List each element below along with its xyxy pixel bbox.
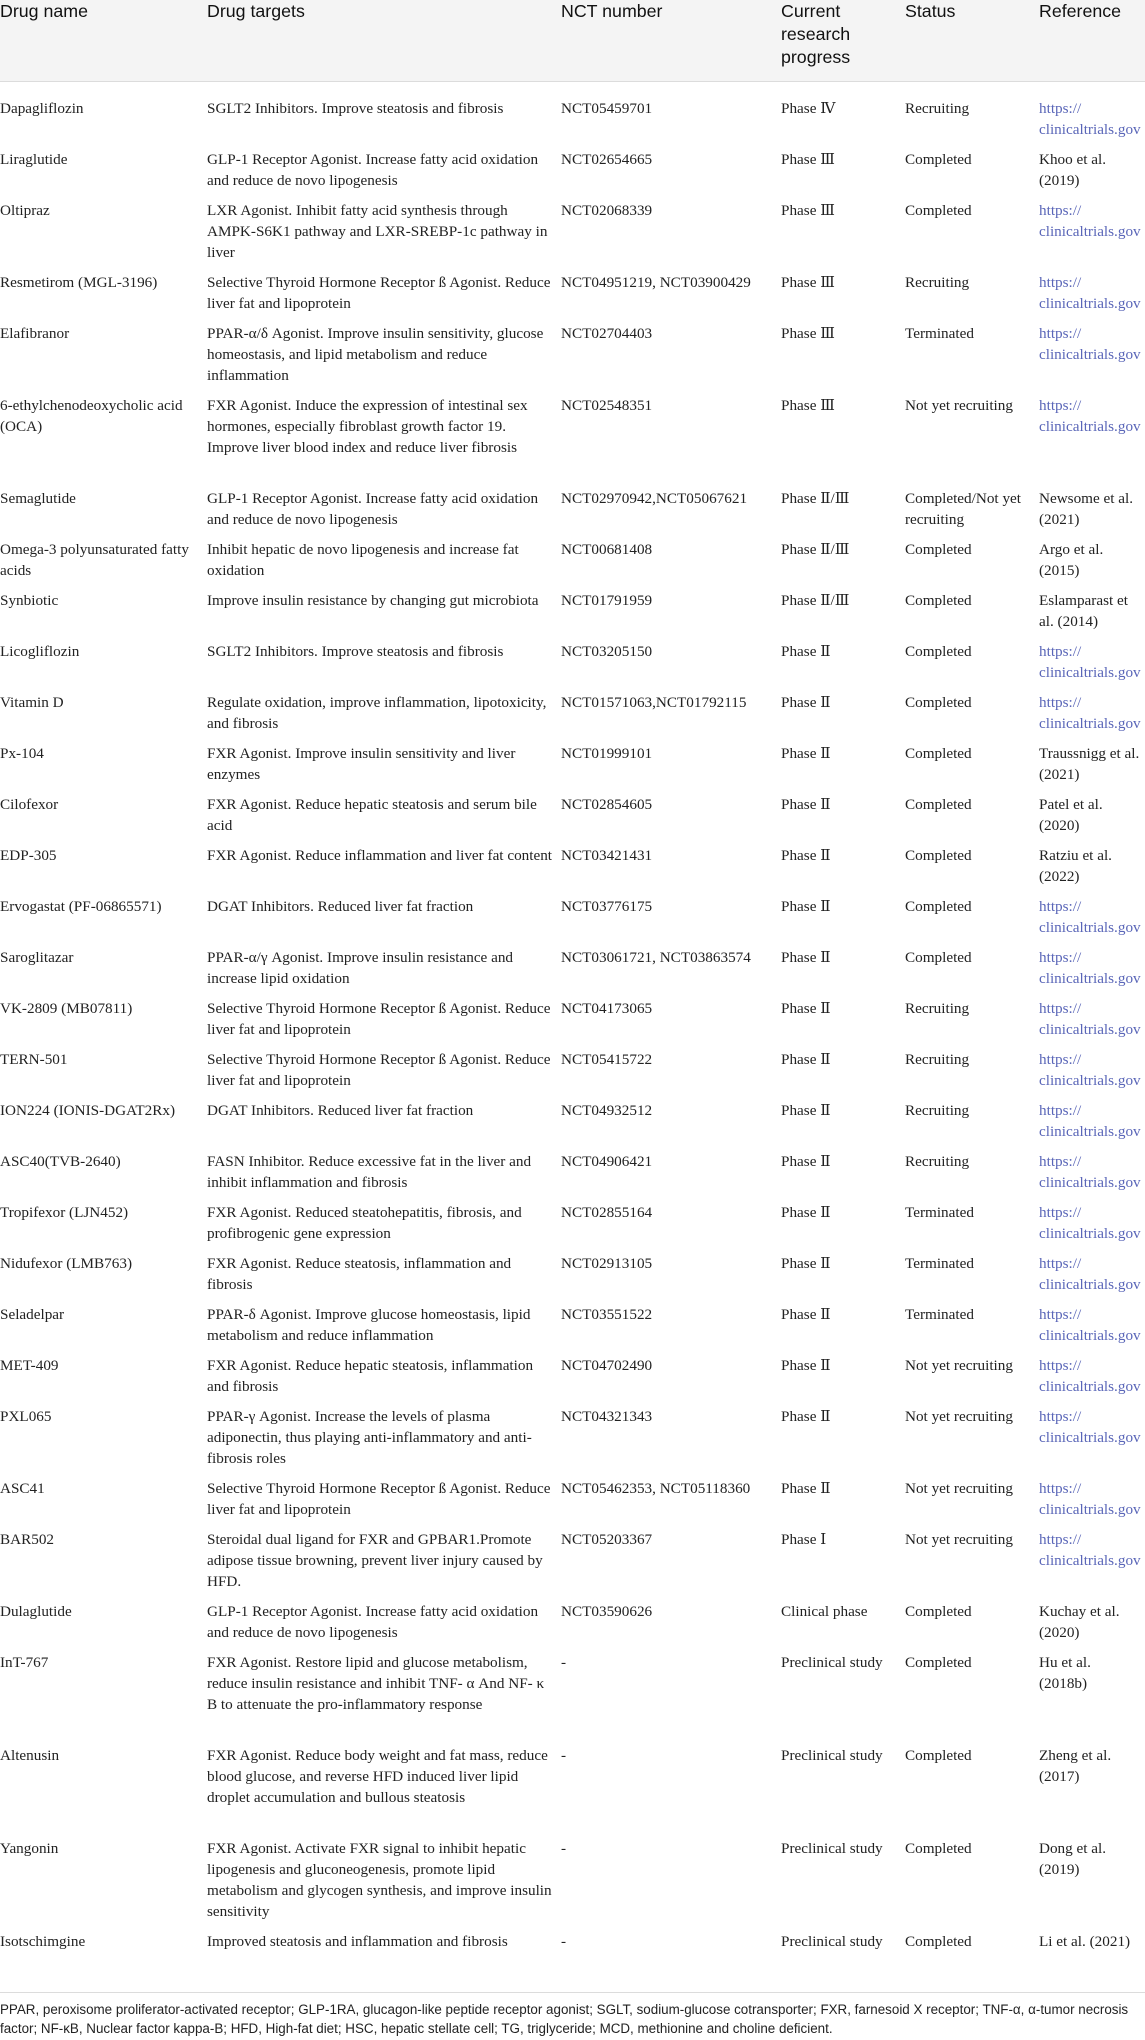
drug-name-cell: MET-409: [0, 1356, 59, 1374]
reference-cell[interactable]: https:// clinicaltrials.gov: [1039, 642, 1141, 681]
drug-name-cell: Ervogastat (PF-06865571): [0, 897, 162, 915]
nct-number-cell: NCT04321343: [561, 1407, 653, 1425]
table-row: [0, 1355, 1145, 1406]
research-progress-cell: Preclinical study: [781, 1932, 883, 1950]
table-row: [0, 1931, 1145, 1995]
nct-number-cell: NCT02704403: [561, 324, 653, 342]
reference-cell: Kuchay et al. (2020): [1039, 1602, 1120, 1641]
reference-cell[interactable]: https:// clinicaltrials.gov: [1039, 1152, 1141, 1191]
status-cell: Completed: [905, 693, 972, 711]
drug-targets-cell: DGAT Inhibitors. Reduced liver fat fraction: [207, 1101, 474, 1119]
drug-targets-cell: Selective Thyroid Hormone Receptor ß Agonist. Reduce liver fat and lipoprotein: [207, 273, 551, 312]
drug-name-cell: Resmetirom (MGL-3196): [0, 273, 158, 291]
drug-targets-cell: LXR Agonist. Inhibit fatty acid synthesis through AMPK-S6K1 pathway and LXR-SREBP-1c pathway in liver: [207, 201, 548, 261]
research-progress-cell: Phase Ⅱ: [781, 1479, 831, 1497]
drug-name-cell: ASC41: [0, 1479, 45, 1497]
status-cell: Not yet recruiting: [905, 1530, 1013, 1548]
header-nct-number: NCT number: [557, 0, 777, 82]
reference-cell[interactable]: https:// clinicaltrials.gov: [1039, 1479, 1141, 1518]
drug-targets-cell: Selective Thyroid Hormone Receptor ß Agonist. Reduce liver fat and lipoprotein: [207, 1479, 551, 1518]
table-row: [0, 1478, 1145, 1529]
reference-cell[interactable]: https:// clinicaltrials.gov: [1039, 1203, 1141, 1242]
drug-targets-cell: GLP-1 Receptor Agonist. Increase fatty acid oxidation and reduce de novo lipogenesis: [207, 1602, 539, 1641]
research-progress-cell: Phase Ⅲ: [781, 324, 835, 342]
reference-cell: Ratziu et al. (2022): [1039, 846, 1112, 885]
research-progress-cell: Phase Ⅱ: [781, 1050, 831, 1068]
drug-targets-cell: FXR Agonist. Reduce hepatic steatosis, inflammation and fibrosis: [207, 1356, 534, 1395]
status-cell: Recruiting: [905, 273, 970, 291]
drug-name-cell: ION224 (IONIS-DGAT2Rx): [0, 1101, 176, 1119]
table-footnote: PPAR, peroxisome proliferator-activated receptor; GLP-1RA, glucagon-like peptide receptor agonist; SGLT, sodium-glucose cotransporter; FXR, farnesoid X receptor; TNF-α, α-tumor necrosis factor; NF-κB, Nuclear factor kappa-B; HFD, High-fat diet; HSC, hepatic stellate cell; TG, triglyceride; MCD, methionine and choline deficient.: [0, 1992, 1145, 2038]
drug-name-cell: Saroglitazar: [0, 948, 74, 966]
drug-targets-cell: PPAR-δ Agonist. Improve glucose homeostasis, lipid metabolism and reduce inflammation: [207, 1305, 531, 1344]
drug-name-cell: Synbiotic: [0, 591, 59, 609]
drug-targets-cell: FXR Agonist. Reduce hepatic steatosis and serum bile acid: [207, 795, 537, 834]
drug-targets-cell: FASN Inhibitor. Reduce excessive fat in the liver and inhibit inflammation and fibrosis: [207, 1152, 532, 1191]
reference-cell[interactable]: https:// clinicaltrials.gov: [1039, 1101, 1141, 1140]
reference-cell: Li et al. (2021): [1039, 1932, 1131, 1950]
reference-cell[interactable]: https:// clinicaltrials.gov: [1039, 897, 1141, 936]
drug-name-cell: Elafibranor: [0, 324, 70, 342]
status-cell: Completed: [905, 948, 972, 966]
reference-cell[interactable]: https:// clinicaltrials.gov: [1039, 1356, 1141, 1395]
table-row: [0, 1529, 1145, 1601]
research-progress-cell: Phase Ⅱ: [781, 1152, 831, 1170]
drug-targets-cell: PPAR-α/δ Agonist. Improve insulin sensitivity, glucose homeostasis, and lipid metabolism and reduce inflammation: [207, 324, 544, 384]
reference-cell: Dong et al. (2019): [1039, 1839, 1107, 1878]
reference-cell[interactable]: https:// clinicaltrials.gov: [1039, 201, 1141, 240]
reference-cell: Patel et al. (2020): [1039, 795, 1103, 834]
nct-number-cell: NCT04932512: [561, 1101, 653, 1119]
reference-cell: Khoo et al. (2019): [1039, 150, 1107, 189]
table-body: [0, 82, 1145, 1995]
status-cell: Completed: [905, 642, 972, 660]
status-cell: Completed: [905, 1602, 972, 1620]
research-progress-cell: Phase Ⅲ: [781, 201, 835, 219]
drug-name-cell: ASC40(TVB-2640): [0, 1152, 121, 1170]
research-progress-cell: Phase Ⅱ/Ⅲ: [781, 591, 850, 609]
header-research-progress: Current research progress: [777, 0, 901, 82]
table-row: [0, 896, 1145, 947]
drug-name-cell: Dulaglutide: [0, 1602, 72, 1620]
reference-cell[interactable]: https:// clinicaltrials.gov: [1039, 948, 1141, 987]
research-progress-cell: Phase Ⅱ: [781, 897, 831, 915]
nct-number-cell: NCT04702490: [561, 1356, 653, 1374]
status-cell: Completed/Not yet recruiting: [905, 489, 1021, 528]
research-progress-cell: Phase Ⅱ: [781, 1101, 831, 1119]
status-cell: Completed: [905, 1839, 972, 1857]
nct-number-cell: NCT03205150: [561, 642, 653, 660]
drug-targets-cell: GLP-1 Receptor Agonist. Increase fatty acid oxidation and reduce de novo lipogenesis: [207, 489, 539, 528]
reference-cell[interactable]: https:// clinicaltrials.gov: [1039, 396, 1141, 435]
status-cell: Completed: [905, 540, 972, 558]
research-progress-cell: Phase Ⅱ: [781, 795, 831, 813]
table-row: [0, 1304, 1145, 1355]
reference-cell[interactable]: https:// clinicaltrials.gov: [1039, 1407, 1141, 1446]
table-row: [0, 1838, 1145, 1931]
research-progress-cell: Phase Ⅲ: [781, 150, 835, 168]
reference-cell[interactable]: https:// clinicaltrials.gov: [1039, 1254, 1141, 1293]
nct-number-cell: NCT05203367: [561, 1530, 653, 1548]
drug-targets-cell: FXR Agonist. Reduce inflammation and liver fat content: [207, 846, 553, 864]
drug-name-cell: VK-2809 (MB07811): [0, 999, 133, 1017]
reference-cell[interactable]: https:// clinicaltrials.gov: [1039, 1305, 1141, 1344]
status-cell: Recruiting: [905, 999, 970, 1017]
table-row: [0, 998, 1145, 1049]
drug-name-cell: 6-ethylchenodeoxycholic acid (OCA): [0, 396, 183, 435]
nct-number-cell: NCT05459701: [561, 100, 653, 117]
table-row: [0, 1100, 1145, 1151]
table-row: [0, 272, 1145, 323]
nct-number-cell: NCT03590626: [561, 1602, 653, 1620]
table-row: [0, 1406, 1145, 1478]
status-cell: Completed: [905, 201, 972, 219]
status-cell: Terminated: [905, 1203, 974, 1221]
reference-cell[interactable]: https:// clinicaltrials.gov: [1039, 693, 1141, 732]
table-header: [0, 0, 1145, 82]
drug-name-cell: Tropifexor (LJN452): [0, 1203, 129, 1221]
table-row: [0, 1202, 1145, 1253]
table-row: [0, 539, 1145, 590]
drug-targets-cell: Improve insulin resistance by changing gut microbiota: [207, 591, 539, 609]
drug-name-cell: Licogliflozin: [0, 642, 80, 660]
nct-number-cell: NCT02913105: [561, 1254, 653, 1272]
status-cell: Completed: [905, 1653, 972, 1671]
status-cell: Not yet recruiting: [905, 396, 1013, 414]
research-progress-cell: Phase Ⅱ: [781, 693, 831, 711]
research-progress-cell: Clinical phase: [781, 1602, 868, 1620]
status-cell: Recruiting: [905, 100, 970, 117]
drug-name-cell: Semaglutide: [0, 489, 76, 507]
reference-cell: Hu et al. (2018b): [1039, 1653, 1091, 1692]
status-cell: Recruiting: [905, 1152, 970, 1170]
drug-targets-cell: FXR Agonist. Induce the expression of intestinal sex hormones, especially fibroblast growth factor 19. Improve liver blood index and reduce liver fibrosis: [207, 396, 528, 456]
table-row: [0, 590, 1145, 641]
research-progress-cell: Phase Ⅲ: [781, 396, 835, 414]
drug-name-cell: Dapagliflozin: [0, 100, 84, 117]
research-progress-cell: Preclinical study: [781, 1746, 883, 1764]
reference-cell[interactable]: https:// clinicaltrials.gov: [1039, 324, 1141, 363]
drug-name-cell: Altenusin: [0, 1746, 60, 1764]
drug-name-cell: Cilofexor: [0, 795, 59, 813]
table-row: [0, 1745, 1145, 1838]
table-row: [0, 200, 1145, 272]
nct-number-cell: NCT05462353, NCT05118360: [561, 1479, 751, 1497]
drug-targets-cell: Selective Thyroid Hormone Receptor ß Agonist. Reduce liver fat and lipoprotein: [207, 1050, 551, 1089]
nct-number-cell: -: [561, 1932, 567, 1950]
nct-number-cell: NCT03421431: [561, 846, 653, 864]
nct-number-cell: -: [561, 1746, 567, 1764]
reference-cell[interactable]: https:// clinicaltrials.gov: [1039, 1530, 1141, 1569]
research-progress-cell: Preclinical study: [781, 1839, 883, 1857]
research-progress-cell: Phase Ⅱ: [781, 1305, 831, 1323]
header-drug-targets: Drug targets: [203, 0, 557, 82]
table-row: [0, 82, 1145, 149]
drug-targets-cell: Improved steatosis and inflammation and fibrosis: [207, 1932, 508, 1950]
drug-name-cell: TERN-501: [0, 1050, 68, 1068]
nct-number-cell: NCT04951219, NCT03900429: [561, 273, 751, 291]
reference-cell[interactable]: https:// clinicaltrials.gov: [1039, 100, 1141, 138]
nct-number-cell: NCT03551522: [561, 1305, 653, 1323]
nct-number-cell: NCT01571063,NCT01792115: [561, 693, 747, 711]
drug-targets-cell: SGLT2 Inhibitors. Improve steatosis and fibrosis: [207, 100, 504, 117]
header-reference: Reference: [1035, 0, 1145, 82]
drug-targets-cell: FXR Agonist. Reduce body weight and fat mass, reduce blood glucose, and reverse HFD induced liver lipid droplet accumulation and bullous steatosis: [207, 1746, 548, 1806]
drug-name-cell: Oltipraz: [0, 201, 50, 219]
header-drug-name: Drug name: [0, 0, 203, 82]
nct-number-cell: NCT01791959: [561, 591, 653, 609]
nct-number-cell: -: [561, 1653, 567, 1671]
table-row: [0, 1049, 1145, 1100]
drug-targets-cell: Selective Thyroid Hormone Receptor ß Agonist. Reduce liver fat and lipoprotein: [207, 999, 551, 1038]
research-progress-cell: Phase Ⅳ: [781, 100, 836, 117]
reference-cell: Newsome et al. (2021): [1039, 489, 1134, 528]
research-progress-cell: Phase Ⅱ: [781, 999, 831, 1017]
research-progress-cell: Phase Ⅲ: [781, 273, 835, 291]
nct-number-cell: NCT02970942,NCT05067621: [561, 489, 748, 507]
table-row: [0, 488, 1145, 539]
header-row: [0, 0, 1145, 82]
nct-number-cell: NCT04906421: [561, 1152, 653, 1170]
drug-targets-cell: Regulate oxidation, improve inflammation, lipotoxicity, and fibrosis: [207, 693, 547, 732]
nct-number-cell: NCT03776175: [561, 897, 653, 915]
nct-number-cell: NCT02068339: [561, 201, 653, 219]
reference-cell[interactable]: https:// clinicaltrials.gov: [1039, 273, 1141, 312]
reference-cell: Eslamparast et al. (2014): [1039, 591, 1128, 630]
status-cell: Terminated: [905, 1254, 974, 1272]
nct-number-cell: NCT04173065: [561, 999, 653, 1017]
drug-targets-cell: FXR Agonist. Activate FXR signal to inhibit hepatic lipogenesis and gluconeogenesis, promote lipid metabolism and glycogen synthesis, and improve insulin sensitivity: [207, 1839, 552, 1920]
table-row: [0, 641, 1145, 692]
research-progress-cell: Phase Ⅱ: [781, 642, 831, 660]
drug-name-cell: Nidufexor (LMB763): [0, 1254, 133, 1272]
drug-name-cell: Seladelpar: [0, 1305, 65, 1323]
table-row: [0, 1652, 1145, 1745]
reference-cell[interactable]: https:// clinicaltrials.gov: [1039, 1050, 1141, 1089]
nct-number-cell: NCT02548351: [561, 396, 653, 414]
nct-number-cell: NCT02654665: [561, 150, 653, 168]
drug-targets-cell: FXR Agonist. Restore lipid and glucose metabolism, reduce insulin resistance and inhibit TNF- α And NF- κ B to attenuate the pro-inflammatory response: [207, 1653, 545, 1713]
table-row: [0, 395, 1145, 488]
nct-number-cell: NCT01999101: [561, 744, 653, 762]
drug-targets-cell: DGAT Inhibitors. Reduced liver fat fraction: [207, 897, 474, 915]
drug-targets-cell: SGLT2 Inhibitors. Improve steatosis and fibrosis: [207, 642, 504, 660]
drug-name-cell: InT-767: [0, 1653, 49, 1671]
status-cell: Not yet recruiting: [905, 1356, 1013, 1374]
status-cell: Not yet recruiting: [905, 1407, 1013, 1425]
research-progress-cell: Phase Ⅱ: [781, 846, 831, 864]
research-progress-cell: Phase Ⅱ: [781, 1203, 831, 1221]
drug-name-cell: Yangonin: [0, 1839, 59, 1857]
nct-number-cell: NCT03061721, NCT03863574: [561, 948, 751, 966]
research-progress-cell: Phase Ⅱ/Ⅲ: [781, 489, 850, 507]
reference-cell[interactable]: https:// clinicaltrials.gov: [1039, 999, 1141, 1038]
nct-number-cell: NCT05415722: [561, 1050, 653, 1068]
drug-name-cell: PXL065: [0, 1407, 52, 1425]
table-row: [0, 1601, 1145, 1652]
status-cell: Completed: [905, 1746, 972, 1764]
nct-number-cell: NCT02854605: [561, 795, 653, 813]
drug-targets-cell: FXR Agonist. Reduced steatohepatitis, fibrosis, and profibrogenic gene expression: [207, 1203, 522, 1242]
status-cell: Completed: [905, 795, 972, 813]
reference-cell: Argo et al. (2015): [1039, 540, 1104, 579]
table-row: [0, 1151, 1145, 1202]
table-row: [0, 692, 1145, 743]
drug-targets-cell: Steroidal dual ligand for FXR and GPBAR1.Promote adipose tissue browning, prevent liver injury caused by HFD.: [207, 1530, 543, 1590]
status-cell: Terminated: [905, 324, 974, 342]
status-cell: Recruiting: [905, 1101, 970, 1119]
status-cell: Completed: [905, 150, 972, 168]
status-cell: Recruiting: [905, 1050, 970, 1068]
drug-name-cell: EDP-305: [0, 846, 57, 864]
drug-name-cell: Px-104: [0, 744, 44, 762]
table-row: [0, 794, 1145, 845]
status-cell: Completed: [905, 897, 972, 915]
table-row: [0, 1253, 1145, 1304]
nct-number-cell: NCT02855164: [561, 1203, 653, 1221]
status-cell: Completed: [905, 1932, 972, 1950]
status-cell: Completed: [905, 744, 972, 762]
reference-cell: Zheng et al. (2017): [1039, 1746, 1112, 1785]
status-cell: Completed: [905, 591, 972, 609]
status-cell: Not yet recruiting: [905, 1479, 1013, 1497]
table-row: [0, 845, 1145, 896]
drug-name-cell: Isotschimgine: [0, 1932, 86, 1950]
status-cell: Completed: [905, 846, 972, 864]
drug-name-cell: Omega-3 polyunsaturated fatty acids: [0, 540, 189, 579]
research-progress-cell: Phase Ⅰ: [781, 1530, 827, 1548]
research-progress-cell: Preclinical study: [781, 1653, 883, 1671]
research-progress-cell: Phase Ⅱ: [781, 744, 831, 762]
research-progress-cell: Phase Ⅱ: [781, 1407, 831, 1425]
table-row: [0, 947, 1145, 998]
drug-name-cell: Liraglutide: [0, 150, 68, 168]
drug-targets-cell: FXR Agonist. Reduce steatosis, inflammation and fibrosis: [207, 1254, 512, 1293]
table-row: [0, 149, 1145, 200]
nct-number-cell: -: [561, 1839, 567, 1857]
research-progress-cell: Phase Ⅱ: [781, 1254, 831, 1272]
drug-targets-cell: PPAR-γ Agonist. Increase the levels of plasma adiponectin, thus playing anti-inflammatory and anti-fibrosis roles: [207, 1407, 532, 1467]
table-row: [0, 743, 1145, 794]
drug-targets-cell: PPAR-α/γ Agonist. Improve insulin resistance and increase lipid oxidation: [207, 948, 514, 987]
research-progress-cell: Phase Ⅱ/Ⅲ: [781, 540, 850, 558]
reference-cell: Traussnigg et al. (2021): [1039, 744, 1140, 783]
research-progress-cell: Phase Ⅱ: [781, 1356, 831, 1374]
drug-name-cell: Vitamin D: [0, 693, 64, 711]
drug-targets-cell: GLP-1 Receptor Agonist. Increase fatty acid oxidation and reduce de novo lipogenesis: [207, 150, 539, 189]
header-status: Status: [901, 0, 1035, 82]
drug-name-cell: BAR502: [0, 1530, 55, 1548]
drug-targets-cell: Inhibit hepatic de novo lipogenesis and increase fat oxidation: [207, 540, 519, 579]
research-progress-cell: Phase Ⅱ: [781, 948, 831, 966]
nct-number-cell: NCT00681408: [561, 540, 653, 558]
status-cell: Terminated: [905, 1305, 974, 1323]
table-row: [0, 323, 1145, 395]
drug-targets-cell: FXR Agonist. Improve insulin sensitivity and liver enzymes: [207, 744, 516, 783]
